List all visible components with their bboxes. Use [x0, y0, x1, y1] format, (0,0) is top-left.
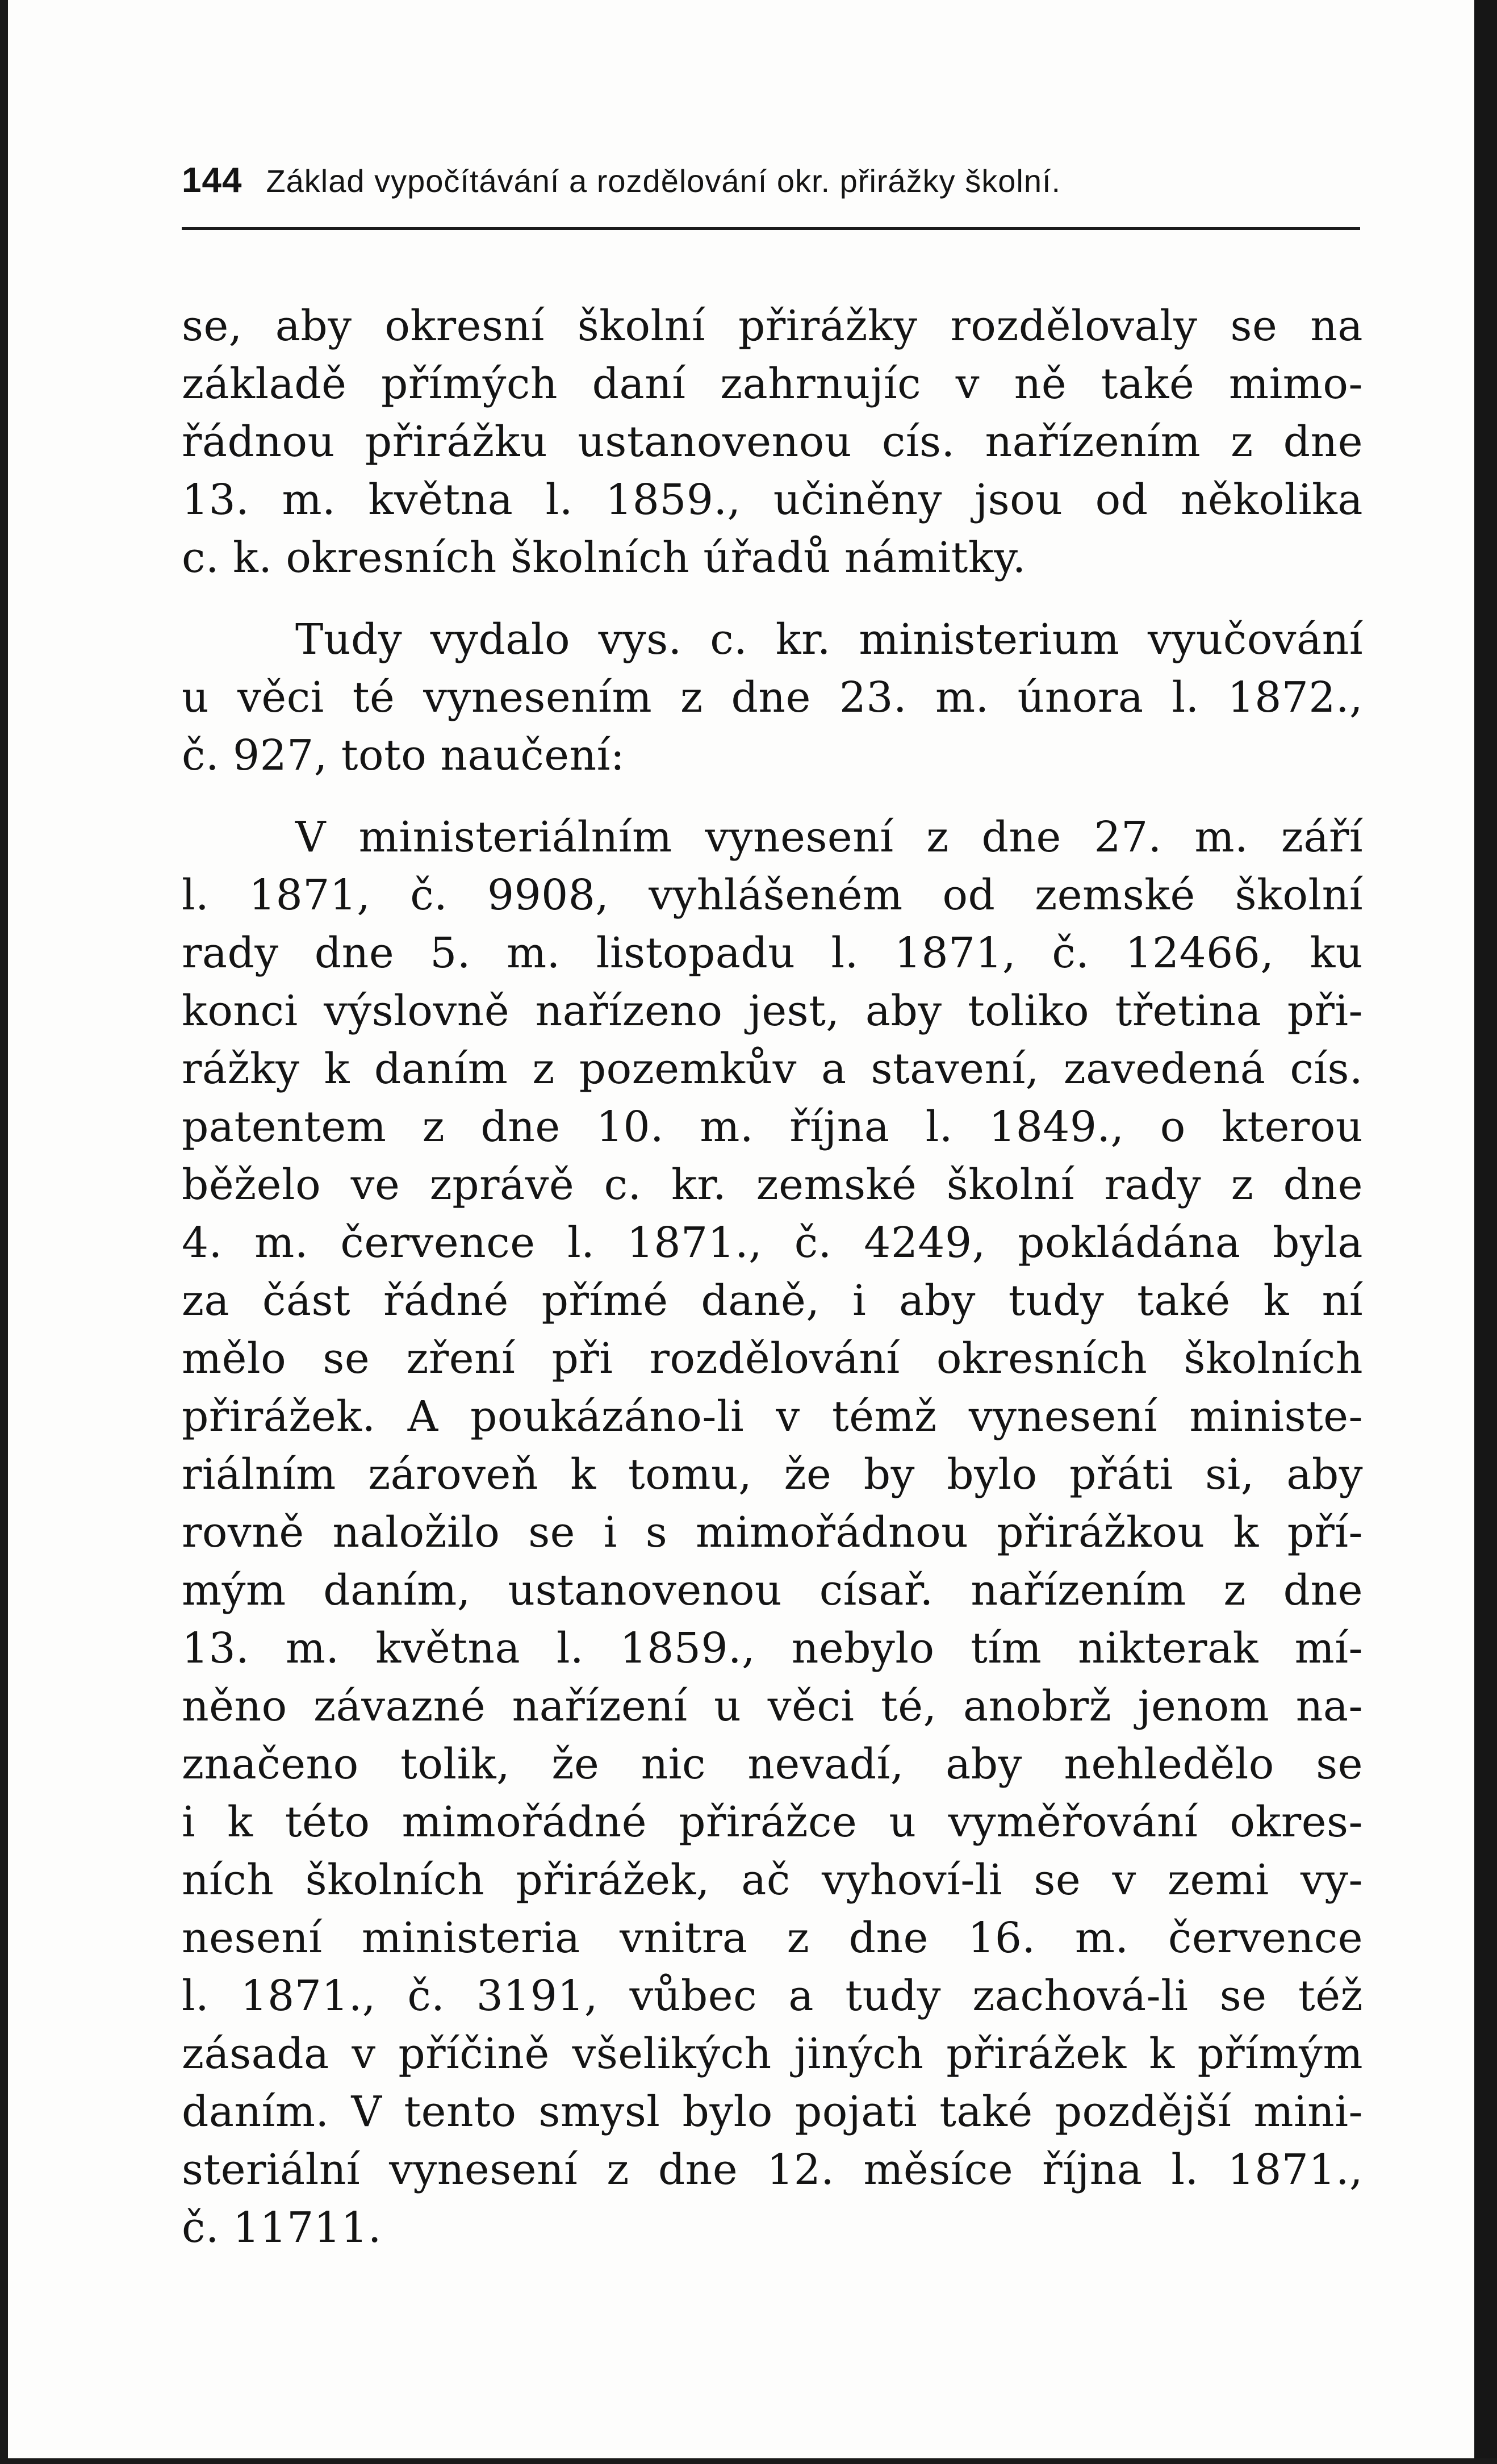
text-line: l. 1871, č. 9908, vyhlášeném od zemské školní — [182, 871, 1363, 920]
scan-edge-right — [1474, 0, 1497, 2464]
text-line: nesení ministeria vnitra z dne 16. m. července — [182, 1914, 1363, 1962]
running-title: Základ vypočítávání a rozdělování okr. přirážky školní. — [266, 163, 1061, 199]
text-line: řádnou přirážku ustanovenou cís. nařízením z dne — [182, 417, 1363, 466]
text-line: u věci té vynesením z dne 23. m. února l. 1872., — [182, 673, 1363, 722]
scan-edge-bottom — [0, 2458, 1497, 2464]
text-line: 4. m. července l. 1871., č. 4249, pokládána byla — [182, 1218, 1363, 1267]
text-line: V ministeriálním vynesení z dne 27. m. září — [295, 813, 1363, 862]
text-line: patentem z dne 10. m. října l. 1849., o kterou — [182, 1102, 1363, 1151]
text-line: daním. V tento smysl bylo pojati také pozdější mini- — [182, 2087, 1363, 2136]
scan-edge-left — [0, 0, 8, 2464]
text-line: konci výslovně nařízeno jest, aby toliko třetina při- — [182, 987, 1363, 1035]
text-line: riálním zároveň k tomu, že by bylo přáti si, aby — [182, 1450, 1363, 1499]
text-line: 13. m. května l. 1859., nebylo tím nikterak mí- — [182, 1624, 1363, 1673]
page-header — [182, 160, 1360, 217]
paragraph-gap — [182, 784, 1363, 808]
text-line: č. 927, toto naučení: — [182, 731, 625, 780]
text-line: mým daním, ustanovenou císař. nařízením z dne — [182, 1566, 1363, 1615]
text-line: c. k. okresních školních úřadů námitky. — [182, 533, 1026, 582]
text-line: rovně naložilo se i s mimořádnou přirážkou k pří- — [182, 1508, 1363, 1557]
text-line: mělo se zření při rozdělování okresních školních — [182, 1334, 1363, 1383]
page-number: 144 — [182, 161, 242, 200]
header-rule — [182, 227, 1360, 230]
text-line: něno závazné nařízení u věci té, anobrž jenom na- — [182, 1682, 1363, 1731]
body-text — [182, 297, 1363, 2257]
text-line: rady dne 5. m. listopadu l. 1871, č. 12466, ku — [182, 929, 1363, 978]
text-line: rážky k daním z pozemkův a stavení, zavedená cís. — [182, 1045, 1363, 1093]
text-line: Tudy vydalo vys. c. kr. ministerium vyučování — [295, 615, 1363, 664]
text-line: zásada v příčině všelikých jiných přirážek k přímým — [182, 2029, 1363, 2078]
text-line: steriální vynesení z dne 12. měsíce října l. 1871., — [182, 2145, 1363, 2194]
text-line: značeno tolik, že nic nevadí, aby nehledělo se — [182, 1740, 1363, 1789]
text-line: se, aby okresní školní přirážky rozdělovaly se na — [182, 302, 1363, 350]
text-line: l. 1871., č. 3191, vůbec a tudy zachová-li se též — [182, 1972, 1363, 2020]
text-line: základě přímých daní zahrnujíc v ně také mimo- — [182, 360, 1363, 408]
text-line: za část řádné přímé daně, i aby tudy také k ní — [182, 1276, 1363, 1325]
text-line: přirážek. A poukázáno-li v témž vynesení ministe- — [182, 1392, 1363, 1441]
text-line: 13. m. května l. 1859., učiněny jsou od několika — [182, 475, 1363, 524]
paragraph-gap — [182, 587, 1363, 611]
text-line: běželo ve zprávě c. kr. zemské školní rady z dne — [182, 1160, 1363, 1209]
text-line: č. 11711. — [182, 2203, 382, 2252]
text-line: ních školních přirážek, ač vyhoví-li se v zemi vy- — [182, 1856, 1363, 1905]
text-line: i k této mimořádné přirážce u vyměřování okres- — [182, 1798, 1363, 1847]
